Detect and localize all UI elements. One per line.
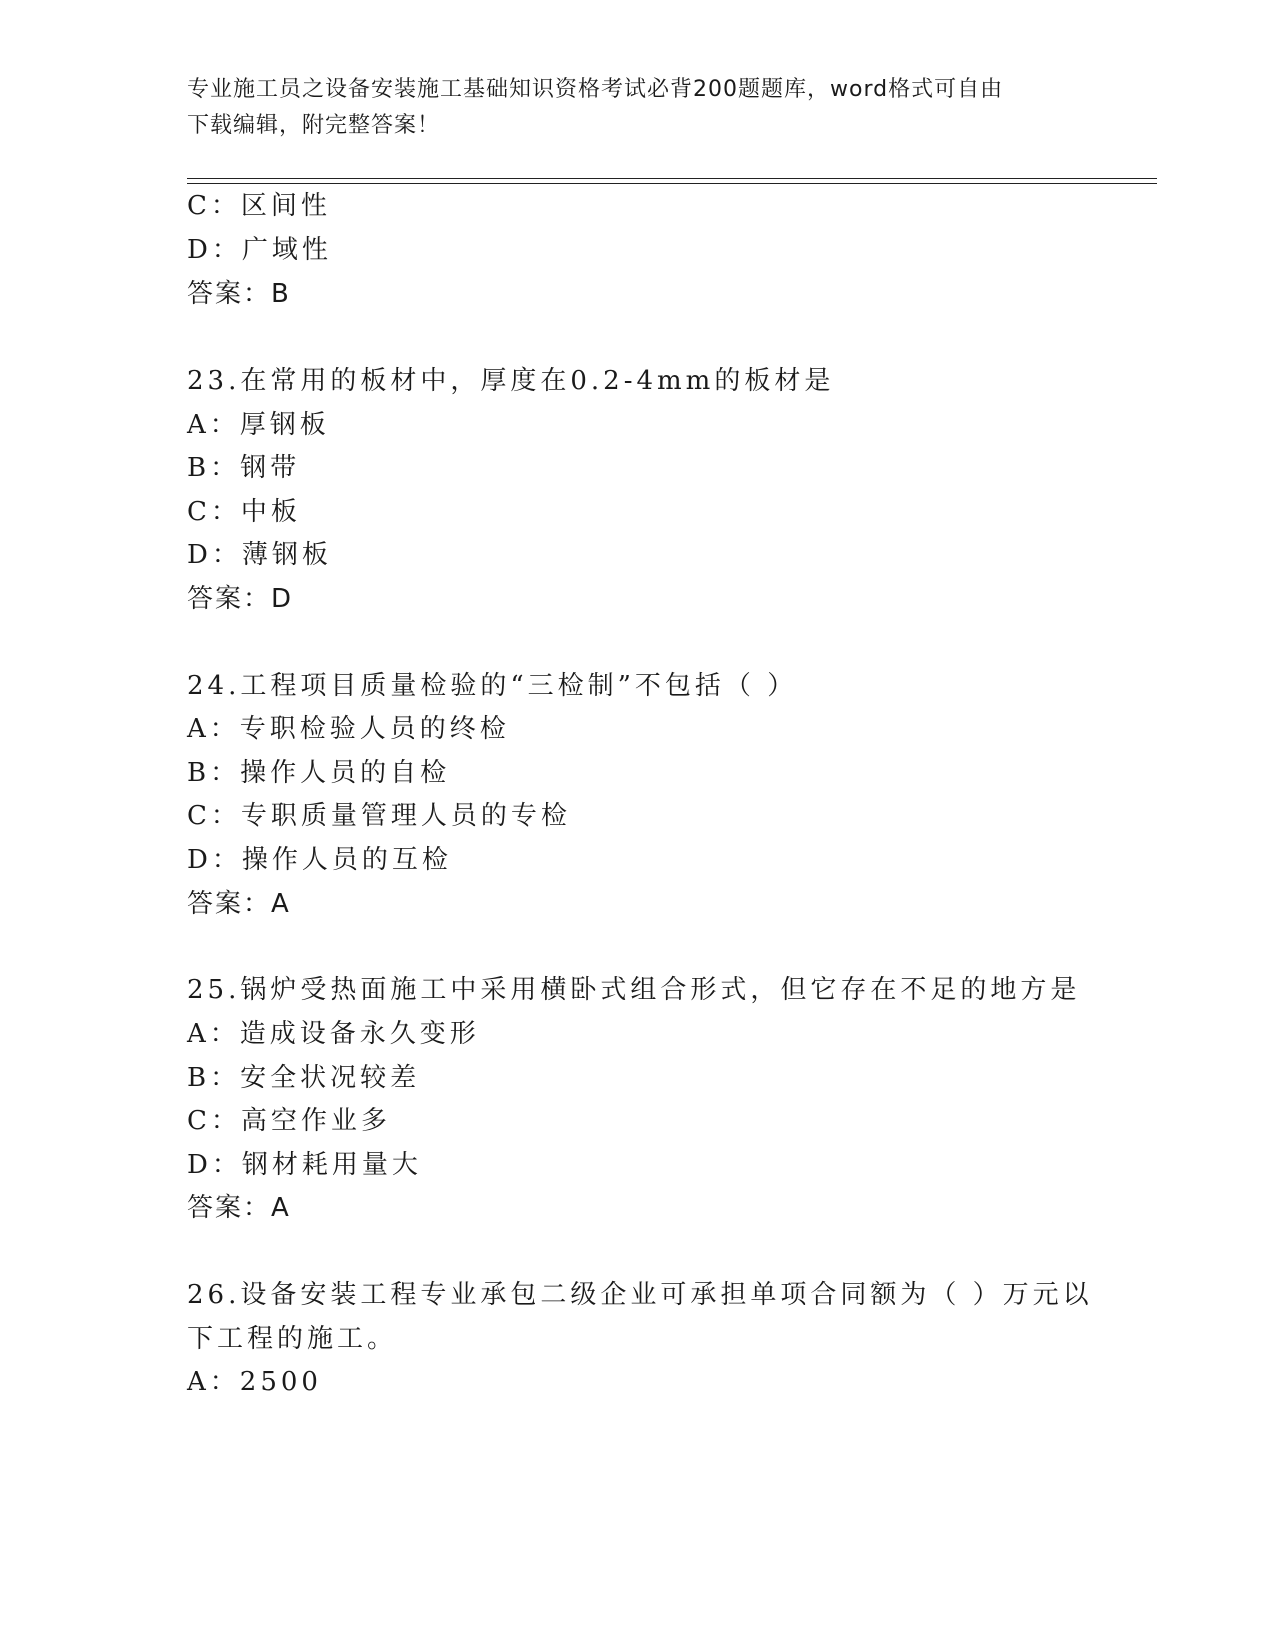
q24-answer: 答案：A xyxy=(187,889,291,919)
header-line-1: 专业施工员之设备安装施工基础知识资格考试必背200题题库，word格式可自由 xyxy=(187,77,1004,102)
q26-stem-line-1: 26.设备安装工程专业承包二级企业可承担单项合同额为（ ）万元以 xyxy=(187,1280,1093,1310)
q25-option-b: B：安全状况较差 xyxy=(187,1063,421,1093)
q25-option-d: D：钢材耗用量大 xyxy=(187,1150,422,1180)
q25-option-c: C：高空作业多 xyxy=(187,1106,391,1136)
q23-option-b: B：钢带 xyxy=(187,453,301,483)
q24-stem: 24.工程项目质量检验的“三检制”不包括（ ） xyxy=(187,671,798,701)
q26-option-a: A：2500 xyxy=(187,1367,322,1397)
q23-answer: 答案：D xyxy=(187,584,294,614)
q24-option-c: C：专职质量管理人员的专检 xyxy=(187,801,571,831)
q22-option-c: C：区间性 xyxy=(187,191,331,221)
q25-answer: 答案：A xyxy=(187,1193,291,1223)
q22-option-d: D：广域性 xyxy=(187,235,332,265)
q24-option-b: B：操作人员的自检 xyxy=(187,758,451,788)
q23-stem: 23.在常用的板材中，厚度在0.2-4mm的板材是 xyxy=(187,366,835,396)
q23-option-a: A：厚钢板 xyxy=(187,410,330,440)
q25-option-a: A：造成设备永久变形 xyxy=(187,1019,480,1049)
q24-option-a: A：专职检验人员的终检 xyxy=(187,714,510,744)
q23-option-d: D：薄钢板 xyxy=(187,540,332,570)
header-divider-bottom xyxy=(187,183,1157,184)
header-line-2: 下载编辑，附完整答案！ xyxy=(187,113,441,138)
q24-option-d: D：操作人员的互检 xyxy=(187,845,452,875)
document-header xyxy=(187,72,1087,144)
q23-option-c: C：中板 xyxy=(187,497,301,527)
q22-answer: 答案：B xyxy=(187,279,291,309)
header-divider-top xyxy=(187,178,1157,179)
q26-stem-line-2: 下工程的施工。 xyxy=(187,1324,398,1354)
q25-stem: 25.锅炉受热面施工中采用横卧式组合形式，但它存在不足的地方是 xyxy=(187,975,1081,1005)
